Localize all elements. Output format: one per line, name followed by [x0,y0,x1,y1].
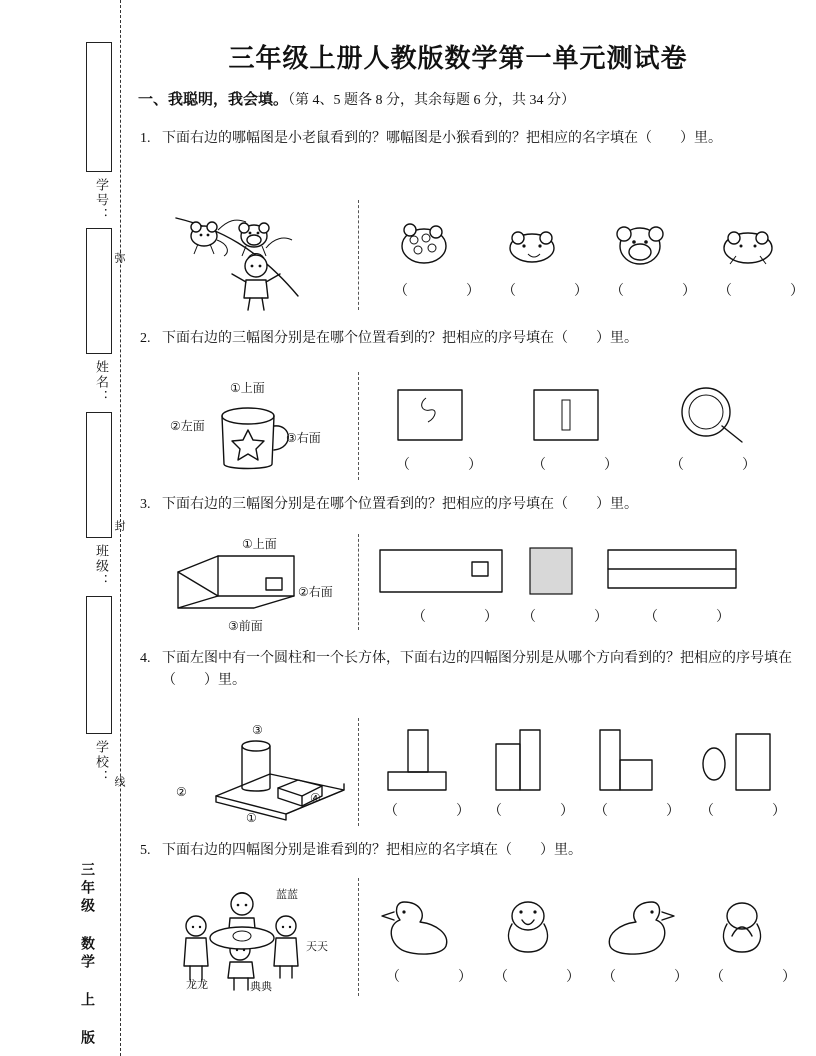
answer-blank-4-3[interactable]: （ ） [594,804,690,819]
answer-blank-5-2[interactable]: （ ） [494,970,590,985]
question-5-figures [158,878,806,998]
label-class: 班级： [94,544,109,589]
book-title: 三年级 数学 上 版 [80,862,96,1048]
scene-cylinder-and-cuboid-on-board [158,718,368,828]
question-2-text: 下面右边的三幅图分别是在哪个位置看到的？把相应的序号填在（ ）里。 [162,331,638,346]
answer-blank-1-4[interactable]: （ ） [718,284,814,299]
q5-label-longlong: 龙龙 [186,979,208,991]
answer-blank-1-2[interactable]: （ ） [502,284,598,299]
content-area [128,0,816,1056]
question-3-text: 下面右边的三幅图分别是在哪个位置看到的？把相应的序号填在（ ）里。 [162,497,638,512]
q4-label-3: ③ [252,723,263,737]
section-heading [138,88,575,109]
q5-label-diandian: 典典 [250,981,272,993]
q3-label-right: ②右面 [298,585,333,599]
q5-label-lanlan: 蓝蓝 [276,889,298,901]
q4-label-2: ② [176,785,187,799]
label-name: 姓名： [94,360,109,405]
answer-blank-4-1[interactable]: （ ） [384,804,480,819]
question-5-text: 下面右边的四幅图分别是谁看到的？把相应的名字填在（ ）里。 [162,843,582,858]
scene-box-with-directions [158,534,368,634]
question-4-figures [158,718,796,828]
seal-box-1 [86,42,112,172]
seal-char-1: 弥 [113,252,125,265]
answer-blank-1-3[interactable]: （ ） [610,284,706,299]
scene-four-children-around-table [158,878,368,996]
seal-box-3 [86,412,112,538]
q5-label-tiantian: 天天 [306,941,328,953]
question-1-text: 下面右边的哪幅图是小老鼠看到的？哪幅图是小猴看到的？把相应的名字填在（ ）里。 [162,131,722,146]
divider-5 [358,878,359,996]
question-1-option-views [378,208,798,278]
answer-blank-3-3[interactable]: （ ） [644,610,740,625]
answer-blank-2-2[interactable]: （ ） [532,458,628,473]
page-title: 三年级上册人教版数学第一单元测试卷 [228,43,688,73]
q4-label-4: ④ [310,791,321,805]
divider-3 [358,534,359,630]
answer-blank-3-1[interactable]: （ ） [412,610,508,625]
answer-blank-2-3[interactable]: （ ） [670,458,766,473]
left-margin-strip [0,0,124,1056]
question-3 [140,494,792,516]
question-3-figures [158,534,788,634]
label-student-number: 学号： [94,178,109,223]
seal-box-4 [86,596,112,734]
q2-label-top: ①上面 [230,381,265,395]
answer-blank-5-4[interactable]: （ ） [710,970,806,985]
divider-1 [358,200,359,310]
question-2 [140,328,792,350]
answer-blank-5-3[interactable]: （ ） [602,970,698,985]
question-2-figures [158,372,788,482]
answer-blank-1-1[interactable]: （ ） [394,284,490,299]
answer-blank-3-2[interactable]: （ ） [522,610,618,625]
answer-blank-4-4[interactable]: （ ） [700,804,796,819]
question-2-number: 2. [140,331,151,346]
question-5-number: 5. [140,843,151,858]
question-3-number: 3. [140,497,151,512]
section-heading-bold: 一、我聪明，我会填。 [138,92,289,108]
question-2-option-views [378,376,798,452]
q2-label-left: ②左面 [170,419,205,433]
question-3-option-views [376,534,796,606]
question-1 [140,128,792,150]
answer-blank-2-1[interactable]: （ ） [396,458,492,473]
q3-label-front: ③前面 [228,619,263,633]
section-heading-rest: （第 4、5 题各 8 分，其余每题 6 分，共 34 分） [288,93,576,108]
q3-label-top: ①上面 [242,537,277,551]
question-5-option-views [376,886,796,966]
divider-4 [358,718,359,826]
seal-char-2: 封 [113,520,125,533]
question-4 [140,648,792,692]
question-1-figures [158,200,814,310]
question-5 [140,840,792,862]
seal-box-2 [86,228,112,354]
answer-blank-4-2[interactable]: （ ） [488,804,584,819]
q4-label-1: ① [246,811,257,825]
q2-label-right: ③右面 [286,431,321,445]
question-4-text: 下面左图中有一个圆柱和一个长方体，下面右边的四幅图分别是从哪个方向看到的？把相应的序号填在（ ）里。 [162,651,792,688]
question-4-option-views [376,724,796,800]
label-school: 学校： [94,740,109,785]
divider-2 [358,372,359,480]
question-4-number: 4. [140,651,151,666]
scene-monkeys-on-branch [158,200,358,310]
answer-blank-5-1[interactable]: （ ） [386,970,482,985]
seal-char-3: 线 [113,776,125,789]
scene-mug-with-directions [158,372,368,480]
question-1-number: 1. [140,131,151,146]
